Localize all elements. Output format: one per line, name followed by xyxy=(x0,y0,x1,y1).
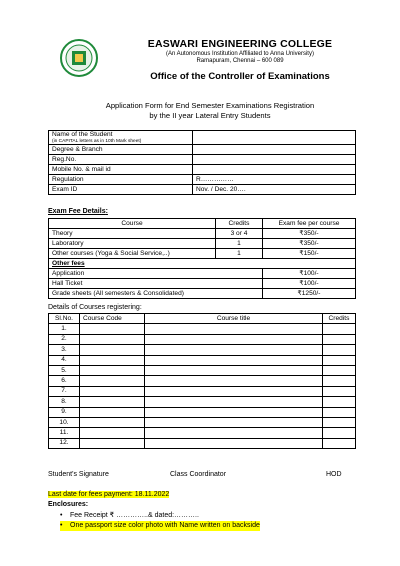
course-slno: 11. xyxy=(49,428,80,438)
other-fee-amount: ₹100/- xyxy=(263,279,356,289)
course-slno: 1. xyxy=(49,324,80,334)
course-title-cell[interactable] xyxy=(145,345,323,355)
student-field-row xyxy=(49,131,356,145)
student-field-row xyxy=(49,165,356,175)
course-title-cell[interactable] xyxy=(145,417,323,427)
fee-amount-cell: ₹350/- xyxy=(263,239,356,249)
student-field-label: Exam ID xyxy=(52,185,78,193)
fee-col-fee: Exam fee per course xyxy=(263,219,356,229)
bullet-icon: • xyxy=(60,512,63,519)
fee-credits-cell: 1 xyxy=(216,249,263,259)
other-fees-heading: Other fees xyxy=(49,259,356,269)
course-credits-cell[interactable] xyxy=(323,355,356,365)
student-field-label-cell xyxy=(49,175,193,185)
enclosure-text: One passport size color photo with Name written on backside xyxy=(70,522,260,529)
student-field-row xyxy=(49,145,356,155)
fee-heading-text: Exam Fee Details xyxy=(48,208,106,215)
course-slno: 8. xyxy=(49,397,80,407)
course-code-cell[interactable] xyxy=(80,438,145,448)
course-slno: 7. xyxy=(49,386,80,396)
college-affiliation xyxy=(110,51,370,65)
other-fee-row xyxy=(49,279,356,289)
course-title-cell[interactable] xyxy=(145,386,323,396)
courses-heading: Details of Courses registering: xyxy=(48,304,142,311)
fee-amount-cell: ₹350/- xyxy=(263,229,356,239)
fee-course-cell: Laboratory xyxy=(49,239,216,249)
college-emblem-icon xyxy=(57,38,101,78)
class-coordinator-label: Class Coordinator xyxy=(170,471,227,478)
course-row xyxy=(49,365,356,375)
fee-heading-colon: : xyxy=(105,208,108,215)
other-fees-heading-row xyxy=(49,259,356,269)
fee-amount-cell: ₹150/- xyxy=(263,249,356,259)
last-date-notice: Last date for fees payment: 18.11.2022 xyxy=(48,491,170,498)
student-field-label: Regulation xyxy=(52,175,84,183)
student-field-value[interactable]: Nov. / Dec. 20…. xyxy=(193,185,356,195)
course-credits-cell[interactable] xyxy=(323,365,356,375)
course-credits-cell[interactable] xyxy=(323,334,356,344)
form-title-line2: by the II year Lateral Entry Students xyxy=(149,111,271,120)
course-slno: 2. xyxy=(49,334,80,344)
enclosure-item xyxy=(60,511,260,521)
other-fee-row xyxy=(49,269,356,279)
office-title: Office of the Controller of Examinations xyxy=(150,71,330,82)
course-row xyxy=(49,428,356,438)
course-code-cell[interactable] xyxy=(80,355,145,365)
course-credits-cell[interactable] xyxy=(323,386,356,396)
student-field-label-cell xyxy=(49,165,193,175)
other-fee-item: Application xyxy=(49,269,263,279)
bullet-icon: • xyxy=(60,522,63,529)
course-title-cell[interactable] xyxy=(145,438,323,448)
course-col-credits: Credits xyxy=(323,314,356,324)
enclosures-heading-colon: : xyxy=(85,501,89,508)
course-credits-cell[interactable] xyxy=(323,376,356,386)
course-col-slno: Sl.No. xyxy=(49,314,80,324)
other-fee-row xyxy=(49,289,356,299)
fee-details-heading xyxy=(48,208,108,215)
fee-credits-cell: 1 xyxy=(216,239,263,249)
student-signature-label: Student's Signature xyxy=(48,471,109,478)
fee-credits-cell: 3 or 4 xyxy=(216,229,263,239)
course-slno: 4. xyxy=(49,355,80,365)
other-fee-item: Hall Ticket xyxy=(49,279,263,289)
student-field-label-cell xyxy=(49,145,193,155)
course-row xyxy=(49,407,356,417)
fee-table xyxy=(48,218,356,299)
student-field-label: Reg.No. xyxy=(52,155,77,163)
course-slno: 10. xyxy=(49,417,80,427)
course-slno: 12. xyxy=(49,438,80,448)
course-code-cell[interactable] xyxy=(80,417,145,427)
enclosures-heading xyxy=(48,501,88,508)
other-fee-item: Grade sheets (All semesters & Consolidated) xyxy=(49,289,263,299)
other-fee-amount: ₹100/- xyxy=(263,269,356,279)
student-field-label: Name of the Student xyxy=(52,131,113,138)
fee-row xyxy=(49,249,356,259)
student-field-label: Degree & Branch xyxy=(52,145,103,153)
student-field-row xyxy=(49,175,356,185)
student-field-row xyxy=(49,155,356,165)
course-title-cell[interactable] xyxy=(145,324,323,334)
course-slno: 5. xyxy=(49,365,80,375)
course-title-cell[interactable] xyxy=(145,397,323,407)
course-row xyxy=(49,417,356,427)
fee-course-cell: Other courses (Yoga & Social Service,..) xyxy=(49,249,216,259)
course-title-cell[interactable] xyxy=(145,355,323,365)
other-fee-amount: ₹1250/- xyxy=(263,289,356,299)
course-credits-cell[interactable] xyxy=(323,428,356,438)
form-title-line1: Application Form for End Semester Examinations Registration xyxy=(105,101,315,110)
student-field-value[interactable] xyxy=(193,131,356,145)
fee-row xyxy=(49,229,356,239)
fee-col-credits: Credits xyxy=(216,219,263,229)
course-row xyxy=(49,438,356,448)
course-title-cell[interactable] xyxy=(145,428,323,438)
fee-course-cell: Theory xyxy=(49,229,216,239)
address-line: Ramapuram, Chennai – 600 089 xyxy=(196,58,284,64)
course-credits-cell[interactable] xyxy=(323,345,356,355)
course-code-cell[interactable] xyxy=(80,397,145,407)
enclosure-item xyxy=(60,521,260,531)
course-row xyxy=(49,355,356,365)
form-title xyxy=(40,101,380,121)
student-field-value[interactable] xyxy=(193,165,356,175)
student-field-value[interactable] xyxy=(193,145,356,155)
student-field-label-cell xyxy=(49,185,193,195)
student-field-label: Mobile No. & mail id xyxy=(52,165,111,173)
course-row xyxy=(49,397,356,407)
course-row xyxy=(49,376,356,386)
course-row xyxy=(49,334,356,344)
course-col-code: Course Code xyxy=(80,314,145,324)
course-row xyxy=(49,324,356,334)
course-col-title: Course title xyxy=(145,314,323,324)
course-code-cell[interactable] xyxy=(80,407,145,417)
course-credits-cell[interactable] xyxy=(323,397,356,407)
college-name: EASWARI ENGINEERING COLLEGE xyxy=(147,38,333,50)
course-row xyxy=(49,345,356,355)
courses-table xyxy=(48,313,356,449)
student-field-value[interactable] xyxy=(193,155,356,165)
course-code-cell[interactable] xyxy=(80,386,145,396)
course-slno: 3. xyxy=(49,345,80,355)
affiliation-line: (An Autonomous Institution Affiliated to Anna University) xyxy=(166,51,314,57)
course-title-cell[interactable] xyxy=(145,376,323,386)
course-code-cell[interactable] xyxy=(80,428,145,438)
student-field-row xyxy=(49,185,356,195)
course-slno: 9. xyxy=(49,407,80,417)
enclosure-text: Fee Receipt ₹ …………..& dated:……….. xyxy=(70,512,199,519)
course-title-cell[interactable] xyxy=(145,407,323,417)
course-credits-cell[interactable] xyxy=(323,324,356,334)
enclosures-list xyxy=(60,511,260,531)
student-field-note: (in CAPITAL letters as in 10th Mark sheet) xyxy=(52,139,142,144)
student-details-table xyxy=(48,130,356,195)
course-code-cell[interactable] xyxy=(80,376,145,386)
course-slno: 6. xyxy=(49,376,80,386)
student-field-label-cell xyxy=(49,155,193,165)
course-title-cell[interactable] xyxy=(145,365,323,375)
course-title-cell[interactable] xyxy=(145,334,323,344)
course-credits-cell[interactable] xyxy=(323,438,356,448)
course-code-cell[interactable] xyxy=(80,324,145,334)
student-field-value[interactable]: R…………… xyxy=(193,175,356,185)
hod-label: HOD xyxy=(326,471,342,478)
course-credits-cell[interactable] xyxy=(323,417,356,427)
fee-row xyxy=(49,239,356,249)
enclosures-heading-text: Enclosures xyxy=(48,501,86,508)
course-row xyxy=(49,386,356,396)
fee-col-course: Course xyxy=(49,219,216,229)
course-code-cell[interactable] xyxy=(80,334,145,344)
student-field-label-cell xyxy=(49,131,193,145)
course-code-cell[interactable] xyxy=(80,345,145,355)
course-credits-cell[interactable] xyxy=(323,407,356,417)
course-code-cell[interactable] xyxy=(80,365,145,375)
